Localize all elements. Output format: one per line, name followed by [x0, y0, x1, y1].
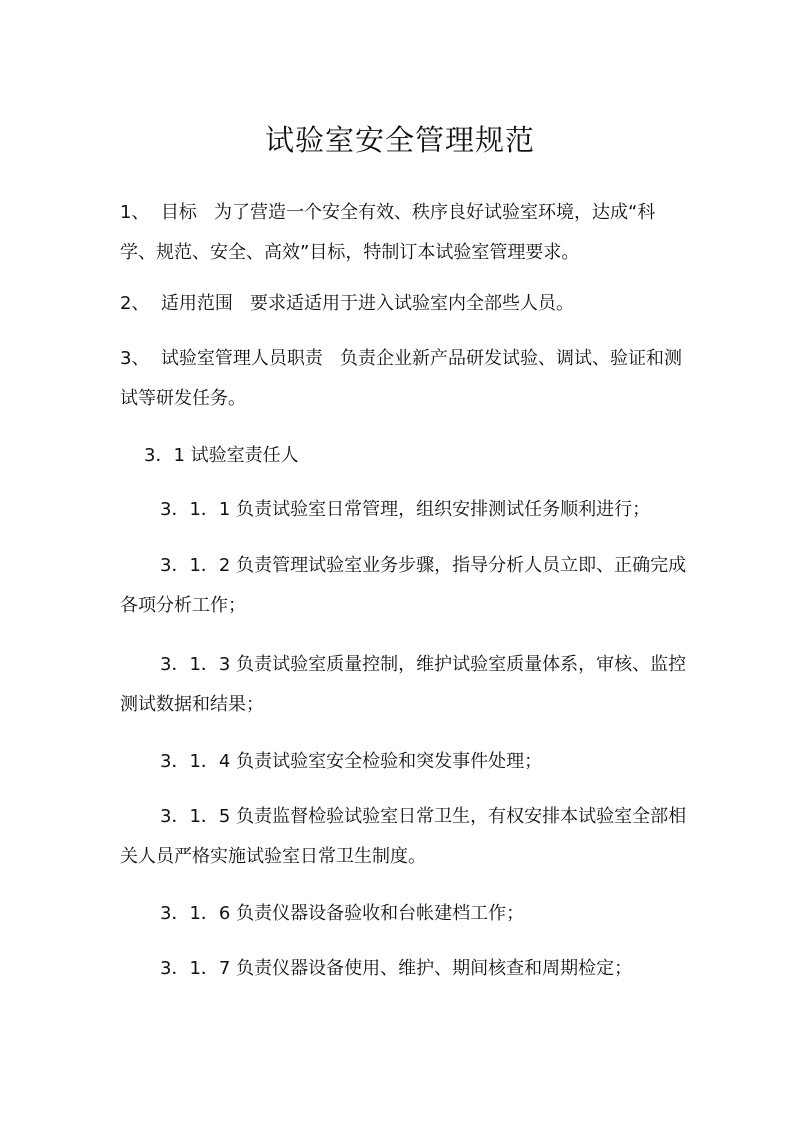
- paragraph-1-goal: 1、 目标 为了营造一个安全有效、秩序良好试验室环境，达成“科学、规范、安全、高效”目标，特制订本试验室管理要求。: [120, 202, 656, 263]
- paragraph-3-1-6: 3．1．6 负责仪器设备验收和台帐建档工作；: [160, 903, 525, 924]
- paragraph-3-1-4: 3．1．4 负责试验室安全检验和突发事件处理；: [160, 751, 543, 772]
- paragraph-3-1-2: 3．1．2 负责管理试验室业务步骤，指导分析人员立即、正确完成各项分析工作；: [120, 555, 687, 616]
- paragraph-3-duties: 3、 试验室管理人员职责 负责企业新产品研发试验、调试、验证和测试等研发任务。: [120, 348, 683, 409]
- paragraph-2-scope: 2、 适用范围 要求适适用于进入试验室内全部些人员。: [120, 293, 575, 314]
- paragraph-3-1-7: 3．1．7 负责仪器设备使用、维护、期间核查和周期检定；: [160, 958, 633, 979]
- document-title: 试验室安全管理规范: [264, 123, 535, 157]
- paragraph-3-1-heading: 3．1 试验室责任人: [144, 445, 299, 466]
- paragraph-3-1-1: 3．1．1 负责试验室日常管理，组织安排测试任务顺利进行；: [160, 499, 651, 520]
- paragraph-3-1-3: 3．1．3 负责试验室质量控制，维护试验室质量体系，审核、监控测试数据和结果；: [120, 654, 687, 715]
- paragraph-3-1-5: 3．1．5 负责监督检验试验室日常卫生，有权安排本试验室全部相关人员严格实施试验室日常卫生制度。: [120, 806, 687, 867]
